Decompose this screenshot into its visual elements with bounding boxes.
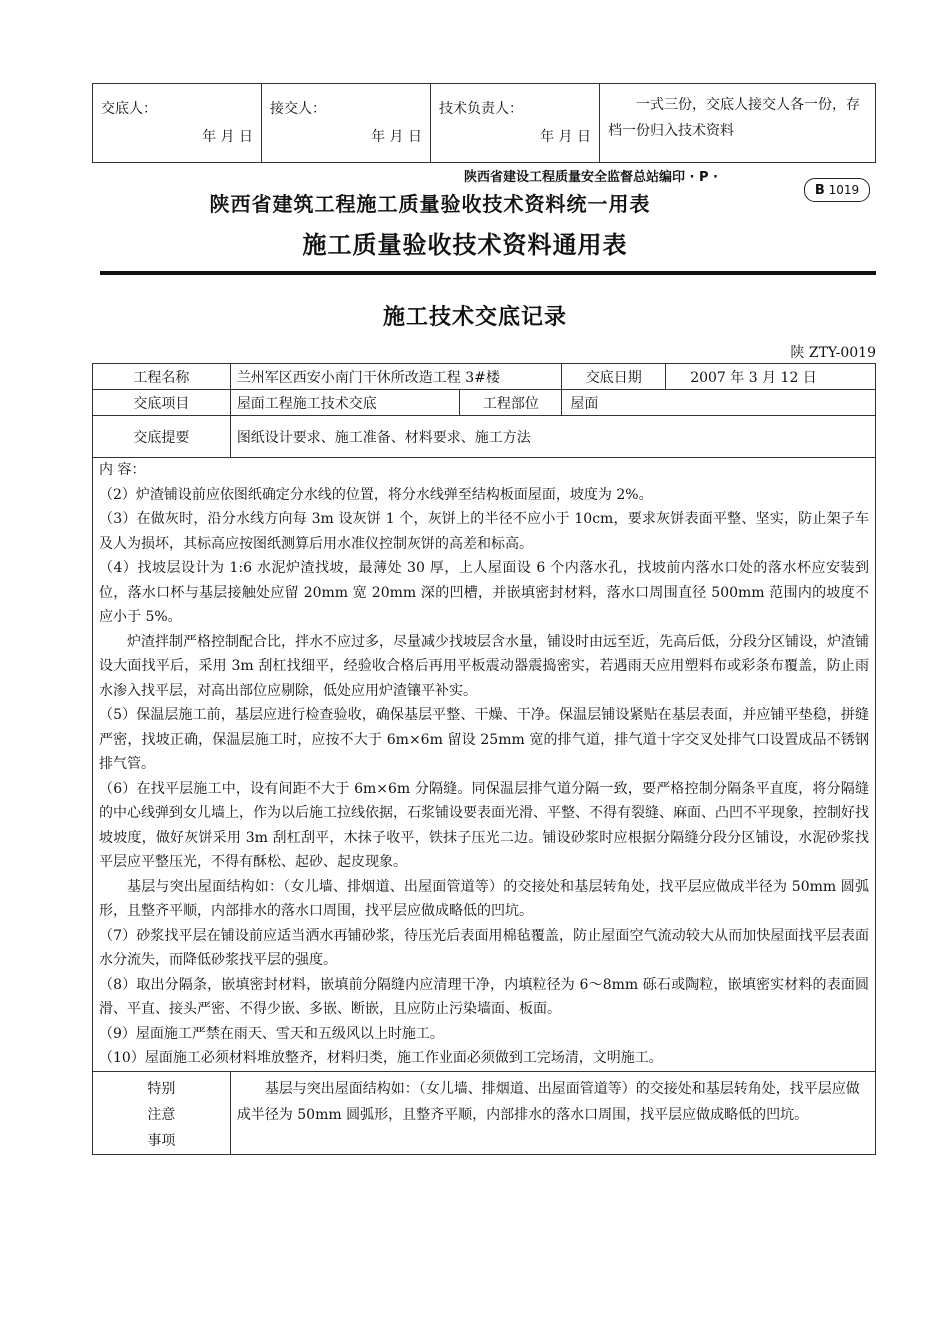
summary-label: 交底提要 [93,416,231,458]
compiler-line: 陕西省建设工程质量安全监督总站编印 · P · [464,170,718,185]
summary-value: 图纸设计要求、施工准备、材料要求、施工方法 [230,416,875,458]
receiver-cell [262,84,431,163]
tech-lead-date: 年 月 日 [540,129,591,145]
special-notes-text: 基层与突出屋面结构如：（女儿墙、排烟道、出屋面管道等）的交接处和基层转角处，找平层应做成半径为 50mm 圆弧形，且整齐平顺，内部排水的落水口周围，找平层应做成略低的凹坑。 [230,1071,875,1154]
receiver-label: 接交人： [270,101,326,117]
title-divider [100,271,876,275]
special-label-line: 注意 [147,1106,176,1123]
content-cell [93,458,876,1072]
part-label: 工程部位 [460,390,562,416]
project-name-value: 兰州军区西安小南门干休所改造工程 3#楼 [230,364,562,390]
content-label: 内 容： [99,462,146,478]
content-paragraph: （8）取出分隔条，嵌填密封材料，嵌填前分隔缝内应清理干净，内填粒径为 6～8mm 砾石或陶粒，嵌填密实材料的表面圆滑、平直、接头严密、不得少嵌、多嵌、断嵌，且应防止污染墙面、板面。 [99,976,869,1017]
content-paragraph: （2）炉渣铺设前应依图纸确定分水线的位置，将分水线弹至结构板面屋面，坡度为 2%。 [99,486,653,503]
special-label-line: 特别 [147,1080,176,1097]
content-paragraph: （7）砂浆找平层在铺设前应适当洒水再铺砂浆，待压光后表面用棉毡覆盖，防止屋面空气流动较大从而加快屋面找平层表面水分流失，而降低砂浆找平层的强度。 [99,927,869,968]
content-paragraph: （5）保温层施工前，基层应进行检查验收，确保基层平整、干燥、干净。保温层铺设紧贴在基层表面，并应铺平垫稳，拼缝严密，找坡正确，保温层施工时，应按不大于 6m×6m 留设 25mm 宽的排气道，排气道十字交叉处排气口设置成品不锈钢排气管。 [99,707,869,772]
content-paragraph: （9）屋面施工严禁在雨天、雪天和五级风以上时施工。 [99,1025,444,1042]
discloser-cell [93,84,262,163]
item-value: 屋面工程施工技术交底 [230,390,460,416]
content-body [99,458,869,1071]
form-code: 陕 ZTY-0019 [790,345,876,361]
disclosure-form [92,363,876,1155]
date-label: 交底日期 [562,364,666,390]
discloser-label: 交底人： [101,101,157,117]
copies-note: 一式三份，交底人接交人各一份，存档一份归入技术资料 [608,97,860,139]
content-paragraph: 炉渣拌制严格控制配合比，拌水不应过多，尽量减少找坡层含水量，铺设时由远至近，先高后低，分段分区铺设，炉渣铺设大面找平后，采用 3m 刮杠找细平，经验收合格后再用平板震动器震捣密实，若遇雨天应用塑料布或彩条布覆盖，防止雨水渗入找平层，对高出部位应剔除，低处应用炉渣镶平补实。 [99,633,869,699]
content-paragraph: （3）在做灰时，沿分水线方向每 3m 设灰饼 1 个，灰饼上的半径不应小于 10cm，要求灰饼表面平整、坚实，防止架子车及人为损坏，其标高应按图纸测算后用水准仪控制灰饼的高差和标高。 [99,511,869,552]
signature-table [92,83,876,163]
content-paragraph: （10）屋面施工必须材料堆放整齐，材料归类，施工作业面必须做到工完场清，文明施工。 [99,1050,663,1066]
part-value: 屋面 [562,390,876,416]
copies-note-cell [600,84,876,163]
doc-title-line2: 施工质量验收技术资料通用表 [302,231,628,259]
special-label-line: 事项 [147,1132,176,1149]
tech-lead-cell [431,84,600,163]
doc-title-line1: 陕西省建筑工程施工质量验收技术资料统一用表 [209,192,651,216]
tech-lead-label: 技术负责人： [439,101,523,117]
special-notes-label [93,1071,231,1154]
record-title: 施工技术交底记录 [382,305,567,330]
content-paragraph: （6）在找平层施工中，设有间距不大于 6m×6m 分隔缝。同保温层排气道分隔一致，要严格控制分隔条平直度，将分隔缝的中心线弹到女儿墙上，作为以后施工拉线依据，石浆铺设要表面光滑、平整、不得有裂缝、麻面、凸凹不平现象，控制好找坡坡度，做好灰饼采用 3m 刮杠刮平，木抹子收平，铁抹子压光二边。铺设砂浆时应根据分隔缝分段分区铺设，水泥砂浆找平层应平整压光，不得有酥松、起砂、起皮现象。 [99,780,869,870]
badge-number: 1019 [828,183,860,197]
item-label: 交底项目 [93,390,231,416]
content-paragraph: 基层与突出屋面结构如：（女儿墙、排烟道、出屋面管道等）的交接处和基层转角处，找平层应做成半径为 50mm 圆弧形，且整齐平顺，内部排水的落水口周围，找平层应做成略低的凹坑。 [99,878,869,919]
receiver-date: 年 月 日 [371,129,422,145]
badge-letter: B [814,183,825,198]
project-name-label: 工程名称 [93,364,231,390]
discloser-date: 年 月 日 [202,129,253,145]
content-paragraph: （4）找坡层设计为 1:6 水泥炉渣找坡，最薄处 30 厚，上人屋面设 6 个内落水孔，找坡前内落水口处的落水杯应安装到位，落水口杯与基层接触处应留 20mm 宽 20mm 深的凹槽，并嵌填密封材料，落水口周围直径 500mm 范围内的坡度不应小于 5%。 [99,560,869,625]
date-value: 2007 年 3 月 12 日 [666,364,876,390]
